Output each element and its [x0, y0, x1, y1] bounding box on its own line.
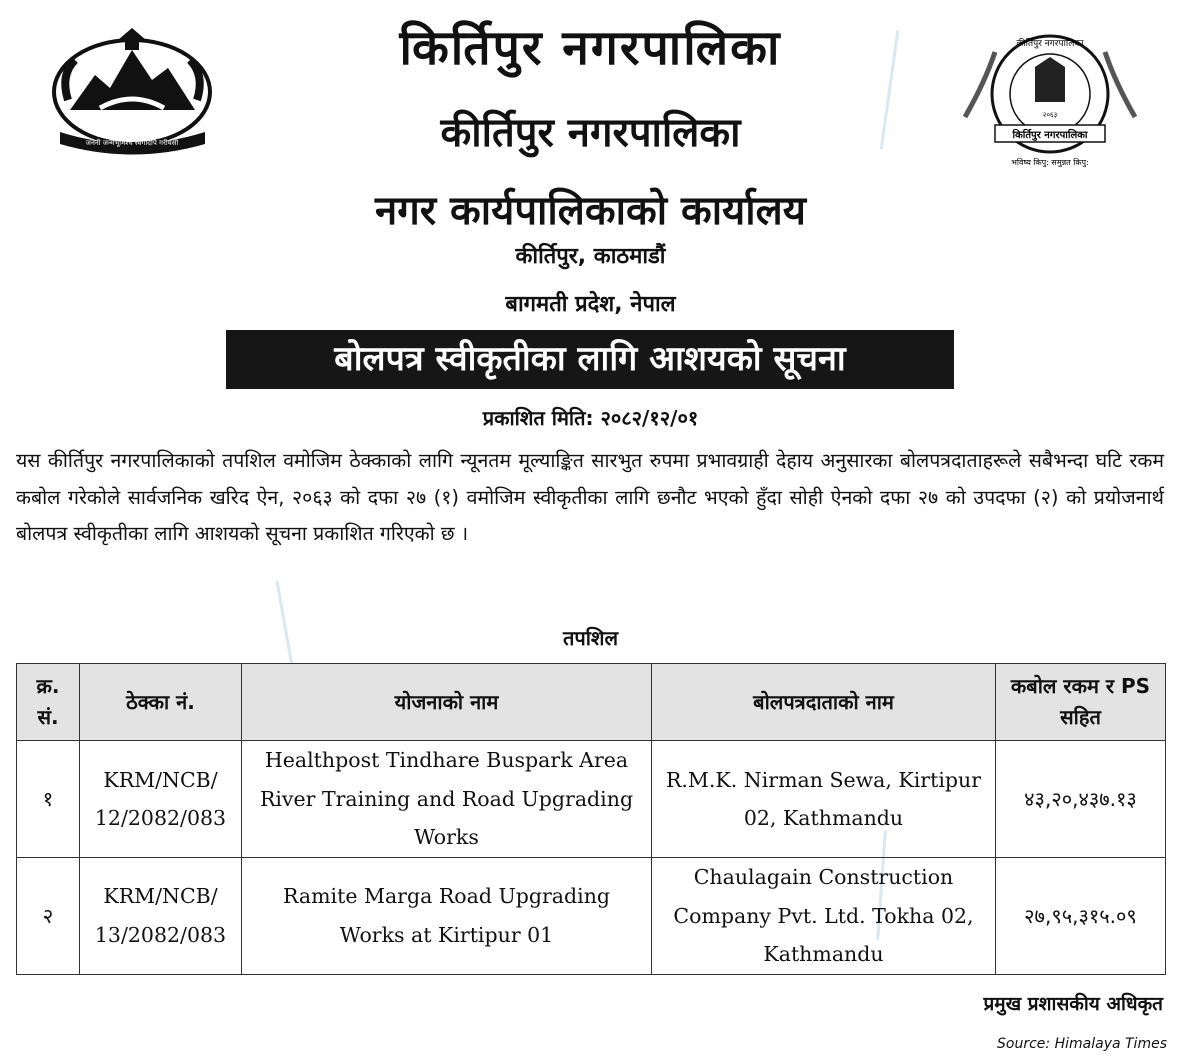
schedule-title: तपशिल: [562, 626, 619, 650]
seal-ribbon-text: किर्तिपुर नगरपालिका: [1012, 130, 1088, 141]
table-row: [17, 741, 1166, 858]
header-sn: क्र. सं.: [17, 664, 80, 741]
cell-bidder-name: Chaulagain Construction Company Pvt. Ltd. Tokha 02, Kathmandu: [652, 858, 996, 975]
signature-title: प्रमुख प्रशासकीय अधिकृत: [983, 993, 1163, 1015]
contracts-table: [16, 663, 1166, 975]
municipality-script-title: किर्तिपुर नगरपालिका: [399, 20, 782, 76]
source-credit: Source: Himalaya Times: [997, 1036, 1167, 1052]
seal-year-text: २०६३: [1042, 111, 1058, 119]
cell-contract-no: KRM/NCB/ 12/2082/083: [80, 741, 242, 858]
seal-top-text: कीर्तिपुर नगरपालिका: [1016, 39, 1084, 49]
seal-bottom-text: भविष्य किपु: समुन्नत किपु:: [1011, 158, 1089, 167]
notice-body: यस कीर्तिपुर नगरपालिकाको तपशिल वमोजिम ठेक्काको लागि न्यूनतम मूल्याङ्कित सारभुत रुपमा प्रभावग्राही देहाय अनुसारका बोलपत्रदाताहरूले सबैभन्दा घटि रकम कबोल गरेकोले सार्वजनिक खरिद ऐन, २०६३ को दफा २७ (१) वमोजिम स्वीकृतीका लागि छनौट भएको हुँदा सोही ऐनको दफा २७ को उपदफा (२) को प्रयोजनार्थ बोलपत्र स्वीकृतीका लागि आशयको सूचना प्रकाशित गरिएको छ ।: [16, 449, 1164, 545]
emblem-motto: जननी जन्मभूमिश्च स्वर्गादपि गरीयसी: [85, 139, 179, 147]
office-province: बागमती प्रदेश, नेपाल: [505, 292, 676, 317]
cell-contract-no: KRM/NCB/ 13/2082/083: [80, 858, 242, 975]
cell-sn: १: [17, 741, 80, 858]
table-header-row: [17, 664, 1166, 741]
notice-title-banner: बोलपत्र स्वीकृतीका लागि आशयको सूचना: [226, 330, 954, 389]
table-row: [17, 858, 1166, 975]
cell-project-name: Healthpost Tindhare Buspark Area River Training and Road Upgrading Works: [242, 741, 652, 858]
header-amount: कबोल रकम र PS सहित: [996, 664, 1166, 741]
cell-amount: ४३,२०,४३७.१३: [996, 741, 1166, 858]
header-contract-no: ठेक्का नं.: [80, 664, 242, 741]
cell-bidder-name: R.M.K. Nirman Sewa, Kirtipur 02, Kathmandu: [652, 741, 996, 858]
municipality-name: कीर्तिपुर नगरपालिका: [440, 110, 741, 156]
publication-date: प्रकाशित मिति: २०८२/१२/०१: [482, 406, 699, 430]
office-location: कीर्तिपुर, काठमाडौं: [515, 244, 666, 269]
cell-sn: २: [17, 858, 80, 975]
cell-project-name: Ramite Marga Road Upgrading Works at Kirtipur 01: [242, 858, 652, 975]
office-name: नगर कार्यपालिकाको कार्यालय: [375, 188, 806, 234]
header-project-name: योजनाको नाम: [242, 664, 652, 741]
cell-amount: २७,९५,३१५.०९: [996, 858, 1166, 975]
header-bidder-name: बोलपत्रदाताको नाम: [652, 664, 996, 741]
